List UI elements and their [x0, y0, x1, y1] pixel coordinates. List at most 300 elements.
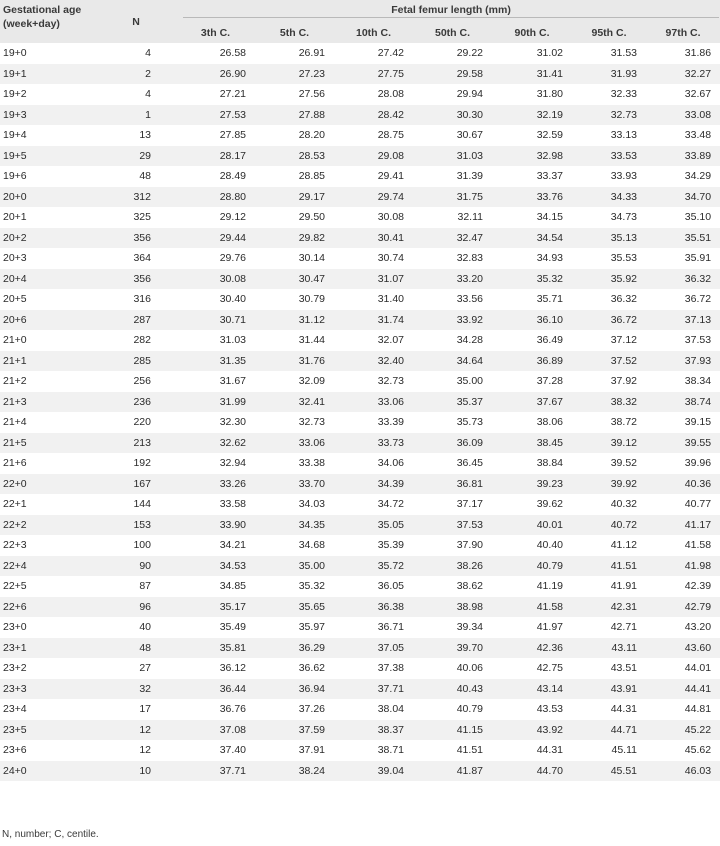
centile-value-cell: 38.32	[572, 392, 646, 413]
centile-value-cell: 32.11	[413, 207, 492, 228]
table-header	[0, 0, 720, 43]
centile-value-cell: 43.91	[572, 679, 646, 700]
centile-value-cell: 37.90	[413, 535, 492, 556]
centile-value-cell: 31.76	[255, 351, 334, 372]
centile-value-cell: 28.17	[176, 146, 255, 167]
centile-value-cell: 36.32	[572, 289, 646, 310]
centile-value-cell: 31.86	[646, 43, 720, 64]
centile-value-cell: 42.36	[492, 638, 572, 659]
centile-header: 97th C.	[646, 22, 720, 43]
n-cell: 282	[96, 330, 176, 351]
n-cell: 100	[96, 535, 176, 556]
centile-value-cell: 32.40	[334, 351, 413, 372]
centile-value-cell: 42.39	[646, 576, 720, 597]
gestational-age-cell: 21+6	[0, 453, 96, 474]
n-cell: 4	[96, 43, 176, 64]
table-row	[0, 84, 720, 105]
n-cell: 316	[96, 289, 176, 310]
centile-value-cell: 35.91	[646, 248, 720, 269]
table-row	[0, 125, 720, 146]
centile-value-cell: 32.73	[334, 371, 413, 392]
centile-value-cell: 36.10	[492, 310, 572, 331]
table-row	[0, 43, 720, 64]
centile-value-cell: 32.83	[413, 248, 492, 269]
centile-value-cell: 36.12	[176, 658, 255, 679]
centile-value-cell: 29.58	[413, 64, 492, 85]
gestational-age-cell: 22+1	[0, 494, 96, 515]
centile-value-cell: 27.88	[255, 105, 334, 126]
centile-value-cell: 30.74	[334, 248, 413, 269]
femur-length-group-header	[176, 0, 720, 22]
gestational-age-cell: 20+0	[0, 187, 96, 208]
centile-value-cell: 35.32	[492, 269, 572, 290]
centile-value-cell: 30.08	[176, 269, 255, 290]
centile-value-cell: 35.32	[255, 576, 334, 597]
centile-value-cell: 34.03	[255, 494, 334, 515]
centile-value-cell: 39.12	[572, 433, 646, 454]
centile-value-cell: 29.12	[176, 207, 255, 228]
table-row	[0, 638, 720, 659]
centile-value-cell: 41.51	[413, 740, 492, 761]
centile-value-cell: 33.89	[646, 146, 720, 167]
table-row	[0, 64, 720, 85]
n-cell: 40	[96, 617, 176, 638]
table-row	[0, 269, 720, 290]
centile-value-cell: 39.70	[413, 638, 492, 659]
centile-value-cell: 32.73	[255, 412, 334, 433]
centile-value-cell: 39.96	[646, 453, 720, 474]
femur-length-group-label: Fetal femur length (mm)	[183, 4, 719, 18]
centile-value-cell: 38.24	[255, 761, 334, 782]
centile-value-cell: 44.01	[646, 658, 720, 679]
centile-value-cell: 32.62	[176, 433, 255, 454]
centile-value-cell: 34.29	[646, 166, 720, 187]
table-row	[0, 166, 720, 187]
centile-value-cell: 31.41	[492, 64, 572, 85]
gestational-age-cell: 19+4	[0, 125, 96, 146]
table-row	[0, 761, 720, 782]
gestational-age-cell: 20+6	[0, 310, 96, 331]
centile-value-cell: 32.47	[413, 228, 492, 249]
centile-value-cell: 35.10	[646, 207, 720, 228]
centile-value-cell: 30.30	[413, 105, 492, 126]
centile-value-cell: 37.93	[646, 351, 720, 372]
table-row	[0, 494, 720, 515]
table-row	[0, 412, 720, 433]
centile-value-cell: 38.62	[413, 576, 492, 597]
centile-value-cell: 39.55	[646, 433, 720, 454]
centile-value-cell: 34.54	[492, 228, 572, 249]
centile-value-cell: 28.85	[255, 166, 334, 187]
centile-value-cell: 32.73	[572, 105, 646, 126]
n-cell: 48	[96, 166, 176, 187]
centile-value-cell: 28.20	[255, 125, 334, 146]
centile-value-cell: 34.72	[334, 494, 413, 515]
centile-value-cell: 44.31	[572, 699, 646, 720]
centile-value-cell: 41.15	[413, 720, 492, 741]
centile-header: 95th C.	[572, 22, 646, 43]
centile-value-cell: 27.53	[176, 105, 255, 126]
table-row	[0, 289, 720, 310]
gestational-age-cell: 20+4	[0, 269, 96, 290]
centile-value-cell: 33.06	[255, 433, 334, 454]
gestational-age-cell: 19+5	[0, 146, 96, 167]
n-cell: 153	[96, 515, 176, 536]
centile-value-cell: 37.92	[572, 371, 646, 392]
centile-value-cell: 34.68	[255, 535, 334, 556]
centile-value-cell: 27.21	[176, 84, 255, 105]
centile-value-cell: 38.98	[413, 597, 492, 618]
centile-value-cell: 37.53	[646, 330, 720, 351]
centile-value-cell: 33.73	[334, 433, 413, 454]
centile-value-cell: 35.92	[572, 269, 646, 290]
centile-value-cell: 36.76	[176, 699, 255, 720]
centile-value-cell: 33.37	[492, 166, 572, 187]
table-body	[0, 43, 720, 781]
table-row	[0, 310, 720, 331]
centile-value-cell: 44.31	[492, 740, 572, 761]
centile-value-cell: 30.47	[255, 269, 334, 290]
centile-value-cell: 38.37	[334, 720, 413, 741]
centile-value-cell: 37.53	[413, 515, 492, 536]
centile-value-cell: 30.14	[255, 248, 334, 269]
table-footnote: N, number; C, centile.	[2, 829, 99, 840]
centile-value-cell: 35.49	[176, 617, 255, 638]
centile-value-cell: 37.71	[176, 761, 255, 782]
n-cell: 27	[96, 658, 176, 679]
centile-value-cell: 31.80	[492, 84, 572, 105]
centile-value-cell: 28.75	[334, 125, 413, 146]
centile-value-cell: 35.00	[255, 556, 334, 577]
table-row	[0, 699, 720, 720]
centile-value-cell: 38.72	[572, 412, 646, 433]
centile-value-cell: 38.45	[492, 433, 572, 454]
n-cell: 4	[96, 84, 176, 105]
centile-value-cell: 40.79	[492, 556, 572, 577]
centile-value-cell: 31.03	[176, 330, 255, 351]
centile-value-cell: 37.17	[413, 494, 492, 515]
centile-value-cell: 40.36	[646, 474, 720, 495]
centile-value-cell: 41.17	[646, 515, 720, 536]
centile-value-cell: 30.71	[176, 310, 255, 331]
n-cell: 356	[96, 228, 176, 249]
gestational-age-cell: 21+4	[0, 412, 96, 433]
centile-value-cell: 28.42	[334, 105, 413, 126]
centile-value-cell: 35.71	[492, 289, 572, 310]
gestational-age-cell: 19+1	[0, 64, 96, 85]
centile-value-cell: 46.03	[646, 761, 720, 782]
table-row	[0, 146, 720, 167]
centile-value-cell: 40.06	[413, 658, 492, 679]
gestational-age-header	[0, 0, 96, 43]
centile-value-cell: 33.56	[413, 289, 492, 310]
centile-value-cell: 39.92	[572, 474, 646, 495]
centile-value-cell: 37.28	[492, 371, 572, 392]
centile-value-cell: 43.51	[572, 658, 646, 679]
centile-value-cell: 31.99	[176, 392, 255, 413]
n-cell: 17	[96, 699, 176, 720]
centile-value-cell: 34.53	[176, 556, 255, 577]
gestational-age-cell: 22+6	[0, 597, 96, 618]
centile-value-cell: 26.58	[176, 43, 255, 64]
centile-value-cell: 38.84	[492, 453, 572, 474]
centile-value-cell: 30.40	[176, 289, 255, 310]
centile-value-cell: 33.90	[176, 515, 255, 536]
gestational-age-cell: 23+6	[0, 740, 96, 761]
centile-value-cell: 30.41	[334, 228, 413, 249]
table-row	[0, 556, 720, 577]
centile-value-cell: 34.39	[334, 474, 413, 495]
n-cell: 13	[96, 125, 176, 146]
centile-value-cell: 31.39	[413, 166, 492, 187]
centile-header: 50th C.	[413, 22, 492, 43]
centile-value-cell: 35.39	[334, 535, 413, 556]
gestational-age-cell: 20+5	[0, 289, 96, 310]
centile-value-cell: 32.67	[646, 84, 720, 105]
centile-value-cell: 41.98	[646, 556, 720, 577]
centile-value-cell: 29.82	[255, 228, 334, 249]
gestational-age-cell: 21+3	[0, 392, 96, 413]
centile-value-cell: 40.32	[572, 494, 646, 515]
centile-value-cell: 34.06	[334, 453, 413, 474]
centile-value-cell: 45.62	[646, 740, 720, 761]
centile-value-cell: 41.19	[492, 576, 572, 597]
centile-value-cell: 26.91	[255, 43, 334, 64]
centile-value-cell: 44.70	[492, 761, 572, 782]
n-cell: 90	[96, 556, 176, 577]
centile-value-cell: 32.19	[492, 105, 572, 126]
centile-value-cell: 33.53	[572, 146, 646, 167]
centile-value-cell: 35.05	[334, 515, 413, 536]
centile-value-cell: 40.79	[413, 699, 492, 720]
table-row	[0, 351, 720, 372]
centile-value-cell: 42.79	[646, 597, 720, 618]
centile-value-cell: 34.21	[176, 535, 255, 556]
centile-value-cell: 39.15	[646, 412, 720, 433]
table-row	[0, 105, 720, 126]
centile-value-cell: 41.91	[572, 576, 646, 597]
table-row	[0, 371, 720, 392]
centile-value-cell: 40.72	[572, 515, 646, 536]
centile-value-cell: 45.51	[572, 761, 646, 782]
n-cell: 10	[96, 761, 176, 782]
centile-value-cell: 31.44	[255, 330, 334, 351]
centile-value-cell: 35.65	[255, 597, 334, 618]
centile-value-cell: 37.67	[492, 392, 572, 413]
centile-value-cell: 31.07	[334, 269, 413, 290]
centile-value-cell: 31.02	[492, 43, 572, 64]
centile-value-cell: 29.08	[334, 146, 413, 167]
centile-value-cell: 32.41	[255, 392, 334, 413]
gestational-age-cell: 23+0	[0, 617, 96, 638]
centile-value-cell: 37.38	[334, 658, 413, 679]
centile-value-cell: 37.12	[572, 330, 646, 351]
centile-value-cell: 43.11	[572, 638, 646, 659]
centile-value-cell: 27.56	[255, 84, 334, 105]
centile-value-cell: 29.41	[334, 166, 413, 187]
n-cell: 256	[96, 371, 176, 392]
centile-value-cell: 30.67	[413, 125, 492, 146]
centile-value-cell: 34.33	[572, 187, 646, 208]
centile-value-cell: 40.40	[492, 535, 572, 556]
n-cell: 96	[96, 597, 176, 618]
centile-value-cell: 38.04	[334, 699, 413, 720]
centile-value-cell: 37.26	[255, 699, 334, 720]
centile-value-cell: 32.09	[255, 371, 334, 392]
n-cell: 48	[96, 638, 176, 659]
table-row	[0, 740, 720, 761]
centile-value-cell: 33.38	[255, 453, 334, 474]
n-cell: 325	[96, 207, 176, 228]
centile-value-cell: 38.06	[492, 412, 572, 433]
centile-value-cell: 36.62	[255, 658, 334, 679]
centile-value-cell: 32.94	[176, 453, 255, 474]
n-cell: 12	[96, 720, 176, 741]
centile-value-cell: 35.97	[255, 617, 334, 638]
centile-value-cell: 32.07	[334, 330, 413, 351]
n-cell: 1	[96, 105, 176, 126]
centile-value-cell: 42.75	[492, 658, 572, 679]
centile-value-cell: 35.00	[413, 371, 492, 392]
centile-value-cell: 36.81	[413, 474, 492, 495]
n-cell: 356	[96, 269, 176, 290]
gestational-age-cell: 23+4	[0, 699, 96, 720]
n-cell: 236	[96, 392, 176, 413]
gestational-age-cell: 19+0	[0, 43, 96, 64]
centile-value-cell: 40.77	[646, 494, 720, 515]
n-cell: 12	[96, 740, 176, 761]
centile-value-cell: 33.26	[176, 474, 255, 495]
gestational-age-cell: 24+0	[0, 761, 96, 782]
centile-value-cell: 43.20	[646, 617, 720, 638]
centile-value-cell: 36.94	[255, 679, 334, 700]
gestational-age-cell: 22+0	[0, 474, 96, 495]
centile-value-cell: 36.38	[334, 597, 413, 618]
centile-value-cell: 29.17	[255, 187, 334, 208]
centile-value-cell: 29.94	[413, 84, 492, 105]
centile-value-cell: 33.76	[492, 187, 572, 208]
centile-value-cell: 34.70	[646, 187, 720, 208]
centile-value-cell: 36.32	[646, 269, 720, 290]
centile-value-cell: 35.81	[176, 638, 255, 659]
centile-value-cell: 36.05	[334, 576, 413, 597]
n-cell: 29	[96, 146, 176, 167]
centile-value-cell: 35.73	[413, 412, 492, 433]
gestational-age-cell: 20+2	[0, 228, 96, 249]
centile-value-cell: 33.92	[413, 310, 492, 331]
gestational-age-cell: 23+1	[0, 638, 96, 659]
centile-value-cell: 31.67	[176, 371, 255, 392]
n-cell: 213	[96, 433, 176, 454]
centile-value-cell: 43.14	[492, 679, 572, 700]
centile-value-cell: 43.60	[646, 638, 720, 659]
table-row	[0, 187, 720, 208]
gestational-age-cell: 22+2	[0, 515, 96, 536]
centile-value-cell: 32.30	[176, 412, 255, 433]
centile-value-cell: 33.06	[334, 392, 413, 413]
centile-value-cell: 34.85	[176, 576, 255, 597]
n-cell: 287	[96, 310, 176, 331]
centile-header: 5th C.	[255, 22, 334, 43]
table-row	[0, 392, 720, 413]
n-cell: 312	[96, 187, 176, 208]
gestational-age-cell: 21+2	[0, 371, 96, 392]
centile-value-cell: 27.75	[334, 64, 413, 85]
centile-value-cell: 27.42	[334, 43, 413, 64]
centile-value-cell: 36.72	[646, 289, 720, 310]
centile-value-cell: 40.43	[413, 679, 492, 700]
centile-value-cell: 37.13	[646, 310, 720, 331]
centile-value-cell: 29.22	[413, 43, 492, 64]
centile-value-cell: 32.33	[572, 84, 646, 105]
centile-value-cell: 39.62	[492, 494, 572, 515]
centile-value-cell: 33.93	[572, 166, 646, 187]
centile-value-cell: 44.41	[646, 679, 720, 700]
centile-value-cell: 38.34	[646, 371, 720, 392]
centile-value-cell: 35.72	[334, 556, 413, 577]
centile-value-cell: 41.51	[572, 556, 646, 577]
centile-value-cell: 32.98	[492, 146, 572, 167]
centile-value-cell: 31.74	[334, 310, 413, 331]
gestational-age-cell: 22+5	[0, 576, 96, 597]
centile-value-cell: 33.20	[413, 269, 492, 290]
centile-value-cell: 36.71	[334, 617, 413, 638]
gestational-age-cell: 21+1	[0, 351, 96, 372]
centile-value-cell: 39.23	[492, 474, 572, 495]
centile-value-cell: 33.13	[572, 125, 646, 146]
n-cell: 364	[96, 248, 176, 269]
gestational-age-cell: 23+5	[0, 720, 96, 741]
centile-value-cell: 34.93	[492, 248, 572, 269]
n-cell: 285	[96, 351, 176, 372]
gestational-age-cell: 20+1	[0, 207, 96, 228]
centile-value-cell: 44.81	[646, 699, 720, 720]
centile-value-cell: 43.92	[492, 720, 572, 741]
centile-value-cell: 31.93	[572, 64, 646, 85]
table-row	[0, 515, 720, 536]
centile-value-cell: 36.09	[413, 433, 492, 454]
centile-value-cell: 44.71	[572, 720, 646, 741]
centile-value-cell: 31.53	[572, 43, 646, 64]
centile-value-cell: 38.26	[413, 556, 492, 577]
centile-value-cell: 34.64	[413, 351, 492, 372]
centile-value-cell: 36.45	[413, 453, 492, 474]
n-cell: 87	[96, 576, 176, 597]
centile-header: 3th C.	[176, 22, 255, 43]
centile-value-cell: 34.28	[413, 330, 492, 351]
centile-value-cell: 33.39	[334, 412, 413, 433]
gestational-age-cell: 19+2	[0, 84, 96, 105]
centile-value-cell: 28.53	[255, 146, 334, 167]
centile-value-cell: 42.71	[572, 617, 646, 638]
centile-value-cell: 39.52	[572, 453, 646, 474]
centile-value-cell: 35.17	[176, 597, 255, 618]
centile-value-cell: 36.44	[176, 679, 255, 700]
centile-value-cell: 29.50	[255, 207, 334, 228]
centile-value-cell: 41.12	[572, 535, 646, 556]
centile-value-cell: 37.40	[176, 740, 255, 761]
gestational-age-header-line1: Gestational age	[3, 4, 82, 16]
centile-value-cell: 31.35	[176, 351, 255, 372]
centile-value-cell: 34.15	[492, 207, 572, 228]
centile-value-cell: 32.27	[646, 64, 720, 85]
table-row	[0, 453, 720, 474]
centile-value-cell: 31.03	[413, 146, 492, 167]
centile-value-cell: 29.74	[334, 187, 413, 208]
n-cell: 167	[96, 474, 176, 495]
centile-value-cell: 33.58	[176, 494, 255, 515]
table-row	[0, 207, 720, 228]
